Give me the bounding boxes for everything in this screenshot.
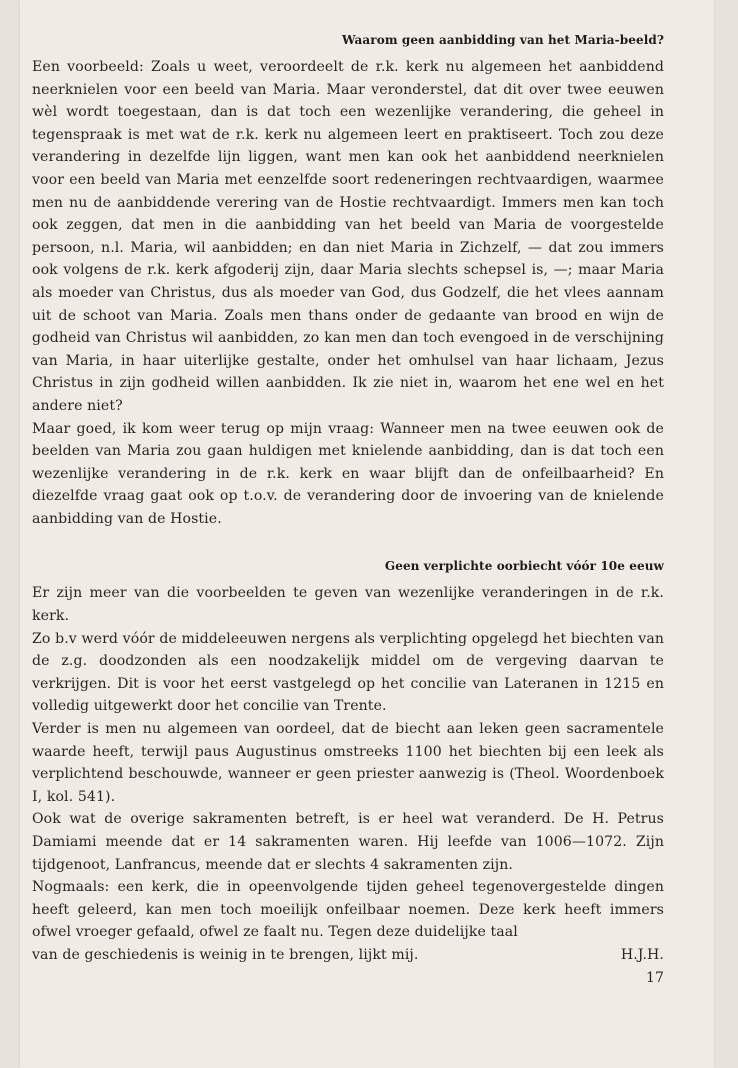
section-heading-oorbiecht: Geen verplichte oorbiecht vóór 10e eeuw <box>384 559 664 574</box>
closing-line <box>32 944 664 967</box>
paragraph: Zo b.v werd vóór de middeleeuwen nergens als verplichting opgelegd het biechten van de z.g. doodzonden als een noodzakelijk middel om de vergeving daarvan te verkrijgen. Dit is voor het eerst vastgelegd op het concilie van Lateranen in 1215 en volledig uitgewerkt door het concilie van Trente. <box>32 630 664 715</box>
paragraph: Ook wat de overige sakramenten betreft, is er heel wat veranderd. De H. Petrus Damiami meende dat er 14 sakramenten waren. Hij leefde van 1006—1072. Zijn tijdgenoot, Lanfrancus, meende dat er slechts 4 sakramenten zijn. <box>32 811 664 873</box>
page-content <box>32 32 664 989</box>
paragraph: Maar goed, ik kom weer terug op mijn vraag: Wanneer men na twee eeuwen ook de beelden van Maria zou gaan huldigen met knielende aanbidding, dan is dat toch een wezenlijke verandering in de r.k. kerk en waar blijft dan de onfeilbaarheid? En diezelfde vraag gaat ook op t.o.v. de verandering door de invoering van de knielende aanbidding van de Hostie. <box>32 420 664 527</box>
paragraph: Verder is men nu algemeen van oordeel, dat de biecht aan leken geen sacramentele waarde heeft, terwijl paus Augustinus omstreeks 1100 het biechten bij een leek als verplichtend beschouwde, wanneer er geen priester aanwezig is (Theol. Woordenboek I, kol. 541). <box>32 721 664 805</box>
paragraph: Nogmaals: een kerk, die in opeenvolgende tijden geheel tegenovergestelde dingen heeft geleerd, kan men toch moeilijk onfeilbaar noemen. Deze kerk heeft immers ofwel vroeger gefaald, ofwel ze faalt nu. Tegen deze duidelijke taal <box>32 879 664 941</box>
author-signature: H.J.H. <box>620 946 664 963</box>
page-number: 17 <box>645 969 664 986</box>
closing-text: van de geschiedenis is weinig in te brengen, lijkt mij. <box>32 946 419 963</box>
paragraph: Er zijn meer van die voorbeelden te geven van wezenlijke veranderingen in de r.k. kerk. <box>32 585 664 625</box>
section-heading-maria-beeld: Waarom geen aanbidding van het Maria-beeld? <box>342 33 664 47</box>
paragraph: Een voorbeeld: Zoals u weet, veroordeelt de r.k. kerk nu algemeen het aanbiddend neerknielen voor een beeld van Maria. Maar veronderstel, dat dit over twee eeuwen wèl wordt toegestaan, dan is dat toch een wezenlijke verandering, die geheel in tegenspraak is met wat de r.k. kerk nu algemeen leert en praktiseert. Toch zou deze verandering in dezelfde lijn liggen, want men kan ook het aanbiddend neerknielen voor een beeld van Maria met eenzelfde soort redeneringen rechtvaardigen, waarmee men nu de aanbiddende verering van de Hostie rechtvaardigt. Immers men kan toch ook zeggen, dat men in die aanbidding van het beeld van Maria de voorgestelde persoon, n.l. Maria, wil aanbidden; en dan niet Maria in Zichzelf, — dat zou immers ook volgens de r.k. kerk afgoderij zijn, daar Maria slechts schepsel is, —; maar Maria als moeder van Christus, dus als moeder van God, dus Godzelf, die het vlees aannam uit de schoot van Maria. Zoals men thans onder de gedaante van brood en wijn de godheid van Christus wil aanbidden, zo kan men dan toch evengoed in de verschijning van Maria, in haar uiterlijke gestalte, onder het omhulsel van haar lichaam, Jezus Christus in zijn godheid willen aanbidden. Ik zie niet in, waarom het ene wel en het andere niet? <box>32 59 664 414</box>
book-page <box>20 0 714 1068</box>
